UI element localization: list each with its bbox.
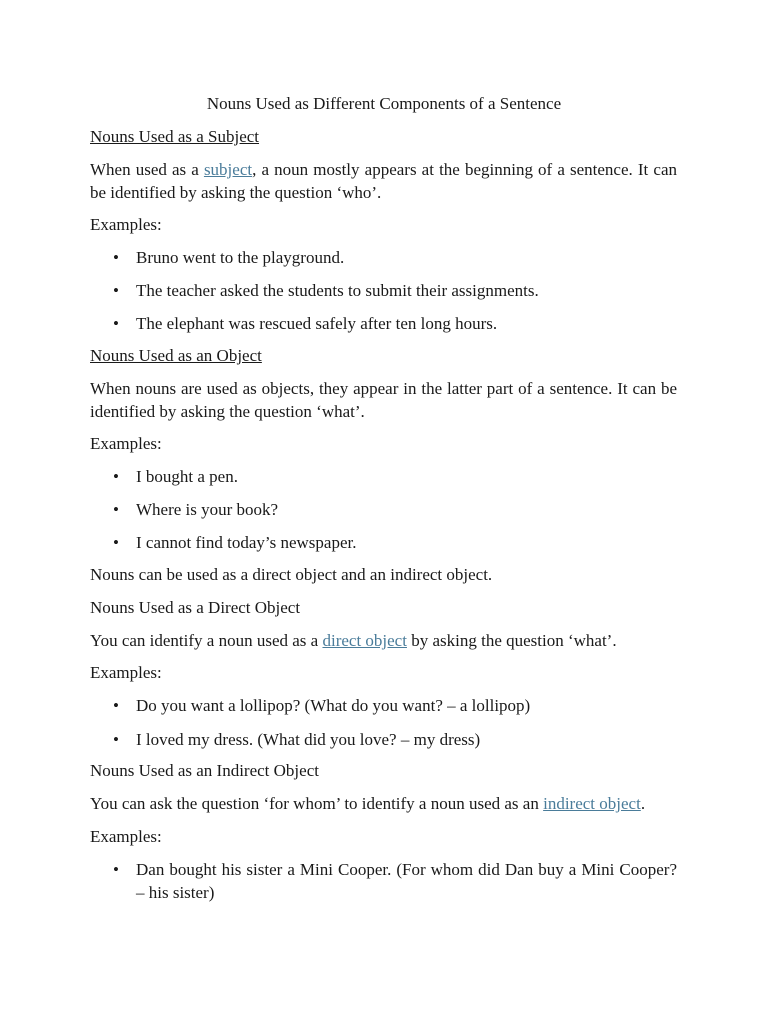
direct-example-1: Do you want a lollipop? (What do you want? – a lollipop) — [136, 696, 531, 715]
object-example-3: I cannot find today’s newspaper. — [136, 533, 357, 552]
bullet-marker: • — [113, 860, 119, 879]
bullet-marker: • — [113, 467, 119, 486]
indirect-object-paragraph — [90, 792, 677, 815]
indirect-paragraph-text-2: . — [640, 794, 646, 813]
subject-examples-label: Examples: — [90, 215, 162, 234]
direct-examples-label: Examples: — [90, 663, 162, 682]
object-example-2: Where is your book? — [136, 500, 279, 519]
subject-heading: Nouns Used as a Subject — [90, 127, 260, 146]
indirect-examples-label: Examples: — [90, 827, 162, 846]
bullet-marker: • — [113, 696, 119, 715]
bullet-marker: • — [113, 281, 119, 300]
subject-link[interactable]: subject — [203, 160, 253, 179]
direct-object-heading: Nouns Used as a Direct Object — [90, 598, 301, 617]
object-examples-label: Examples: — [90, 434, 162, 453]
bullet-marker: • — [113, 533, 119, 552]
indirect-paragraph-text-1: You can ask the question ‘for whom’ to identify a noun used as an — [90, 794, 544, 813]
indirect-object-link[interactable]: indirect object — [543, 794, 641, 813]
object-note: Nouns can be used as a direct object and an indirect object. — [90, 565, 493, 584]
subject-paragraph — [90, 158, 677, 204]
subject-paragraph-text-1: When used as a — [90, 160, 204, 179]
direct-example-2: I loved my dress. (What did you love? – my dress) — [136, 730, 481, 749]
subject-paragraph-text-2: , a noun mostly appears at the beginning of a sentence. It can be identified by asking the question ‘who’. — [90, 160, 677, 202]
object-example-1: I bought a pen. — [136, 467, 238, 486]
indirect-object-heading: Nouns Used as an Indirect Object — [90, 761, 319, 780]
bullet-marker: • — [113, 500, 119, 519]
indirect-example-1: Dan bought his sister a Mini Cooper. (For whom did Dan buy a Mini Cooper? – his sister) — [136, 860, 677, 902]
subject-example-1: Bruno went to the playground. — [136, 248, 345, 267]
direct-object-paragraph — [90, 629, 677, 652]
bullet-marker: • — [113, 730, 119, 749]
direct-paragraph-text-2: by asking the question ‘what’. — [406, 631, 617, 650]
direct-paragraph-text-1: You can identify a noun used as a — [90, 631, 323, 650]
bullet-marker: • — [113, 314, 119, 333]
object-paragraph: When nouns are used as objects, they appear in the latter part of a sentence. It can be identified by asking the question ‘what’. — [90, 379, 677, 421]
direct-object-link[interactable]: direct object — [322, 631, 407, 650]
object-heading: Nouns Used as an Object — [90, 346, 262, 365]
document-title: Nouns Used as Different Components of a Sentence — [206, 94, 562, 113]
subject-example-3: The elephant was rescued safely after ten long hours. — [136, 314, 498, 333]
bullet-marker: • — [113, 248, 119, 267]
subject-example-2: The teacher asked the students to submit their assignments. — [136, 281, 539, 300]
